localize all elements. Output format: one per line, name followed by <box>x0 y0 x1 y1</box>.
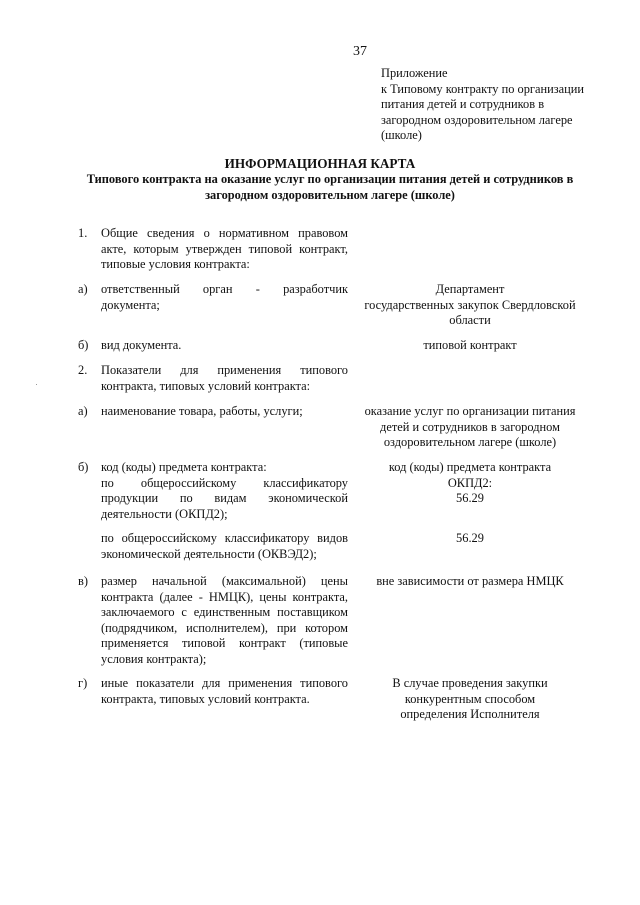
item-label <box>101 531 348 562</box>
appendix-line: загородном оздоровительном лагере <box>381 112 573 127</box>
value-line: области <box>449 313 491 327</box>
text-line: по общероссийскому классификатору видов <box>101 531 348 545</box>
text-line: типовые условия контракта: <box>101 257 250 271</box>
item-letter: в) <box>78 574 88 588</box>
value-line: детей и сотрудников в загородном <box>380 419 560 434</box>
item-value <box>352 282 588 329</box>
text-line: заключаемого с единственным поставщиком <box>101 605 348 619</box>
text-line: ответственный орган - разработчик <box>101 282 348 296</box>
appendix-line: Приложение <box>381 66 448 80</box>
appendix-note <box>381 66 621 144</box>
item-value <box>352 676 588 723</box>
item-value <box>352 531 588 547</box>
document-title: ИНФОРМАЦИОННАЯ КАРТА <box>224 156 416 171</box>
text-line: (подрядчиком, исполнителем), при котором <box>101 620 348 635</box>
item-letter: а) <box>78 404 88 418</box>
text-line: контракта (далее - НМЦК), цены контракта, <box>101 589 348 604</box>
section-text <box>101 226 348 273</box>
section-number: 1. <box>78 226 88 240</box>
text-line: продукции по видам экономической <box>101 491 348 505</box>
item-letter: а) <box>78 282 88 296</box>
document-subtitle: Типового контракта на оказание услуг по организации питания детей и сотрудников в загородном оздоровительном лагере (школе) <box>86 172 574 202</box>
appendix-line: питания детей и сотрудников в <box>381 97 545 111</box>
value-line: государственных закупок Свердловской <box>364 297 576 312</box>
item-label <box>101 574 348 667</box>
item-letter: г) <box>78 676 88 690</box>
item-value <box>352 338 588 354</box>
item-label <box>101 404 348 420</box>
value-line: 56.29 <box>456 491 484 505</box>
value-line: ОКПД2: <box>447 475 493 490</box>
text-line: документа; <box>101 297 160 312</box>
text-line: по общероссийскому классификатору <box>101 475 348 490</box>
item-value <box>352 460 588 507</box>
text-line: акте, которым утвержден типовой контракт, <box>101 241 348 256</box>
value-line: 56.29 <box>456 531 484 545</box>
appendix-line: к Типовому контракту по организации <box>381 81 585 96</box>
text-line: условия контракта); <box>101 651 207 666</box>
value-line: В случае проведения закупки <box>392 676 548 690</box>
item-label <box>101 338 348 354</box>
value-line: вне зависимости от размера НМЦК <box>376 574 564 588</box>
value-line: определения Исполнителя <box>400 707 540 721</box>
text-line: вид документа. <box>101 338 182 352</box>
appendix-line: (школе) <box>381 128 422 142</box>
text-line: Общие сведения о нормативном правовом <box>101 226 348 240</box>
value-line: код (коды) предмета контракта <box>388 460 552 474</box>
text-line: контракта, типовых условий контракта: <box>101 378 311 393</box>
item-letter: б) <box>78 338 89 352</box>
item-value <box>352 404 588 451</box>
item-label <box>101 676 348 707</box>
text-line: код (коды) предмета контракта: <box>101 460 267 474</box>
margin-mark <box>36 384 37 385</box>
text-line: иные показатели для применения типового <box>101 676 348 690</box>
text-line: экономической деятельности (ОКВЭД2); <box>101 546 317 561</box>
value-line: конкурентным способом <box>404 691 536 706</box>
item-letter: б) <box>78 460 89 474</box>
text-line: Показатели для применения типового <box>101 363 348 377</box>
item-value <box>352 574 588 590</box>
section-number: 2. <box>78 363 88 377</box>
value-line: типовой контракт <box>423 338 517 352</box>
section-text <box>101 363 348 394</box>
value-line: оказание услуг по организации питания <box>364 404 576 418</box>
text-line: деятельности (ОКПД2); <box>101 506 228 521</box>
text-line: размер начальной (максимальной) цены <box>101 574 348 588</box>
page-number: 37 <box>353 44 367 59</box>
value-line: Департамент <box>435 282 505 296</box>
item-label <box>101 460 348 522</box>
item-label <box>101 282 348 313</box>
text-line: наименование товара, работы, услуги; <box>101 404 303 418</box>
text-line: применяется типовой контракт (типовые <box>101 636 348 650</box>
value-line: оздоровительном лагере (школе) <box>383 435 557 449</box>
text-line: контракта, типовых условий контракта. <box>101 691 310 706</box>
